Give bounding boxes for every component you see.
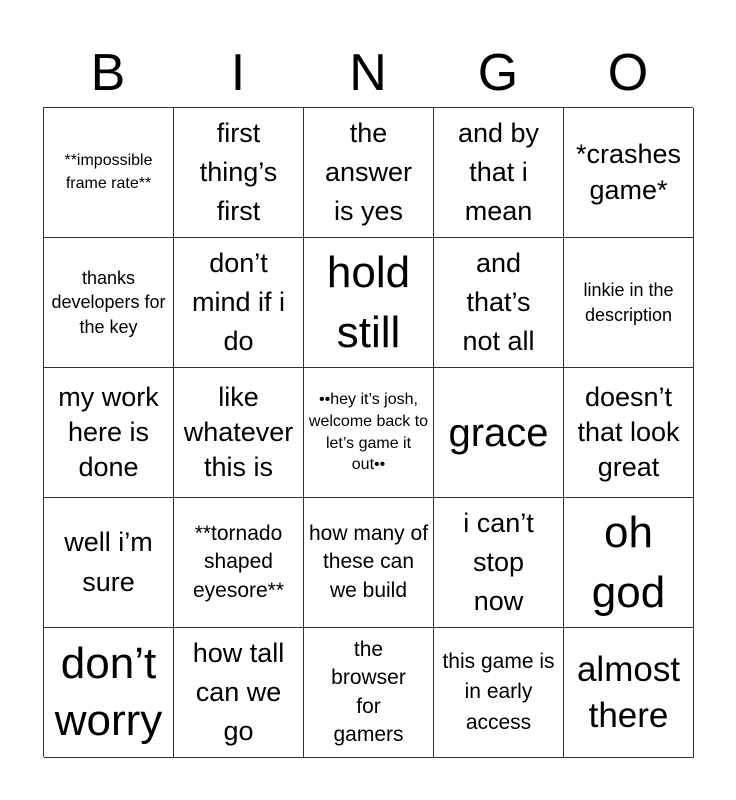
bingo-cell-4-2[interactable]: **tornado shaped eyesore** bbox=[174, 498, 304, 628]
bingo-cell-2-5[interactable]: linkie in the description bbox=[564, 238, 694, 368]
bingo-cell-3-4[interactable]: grace bbox=[434, 368, 564, 498]
bingo-cell-5-1[interactable]: don’t worry bbox=[44, 628, 174, 758]
bingo-cell-5-5[interactable]: almost there bbox=[564, 628, 694, 758]
bingo-cell-5-3[interactable]: the browser for gamers bbox=[304, 628, 434, 758]
header-letter-n: N bbox=[349, 44, 387, 102]
bingo-cell-1-2[interactable]: first thing’s first bbox=[174, 108, 304, 238]
header-letter-o: O bbox=[607, 44, 649, 102]
bingo-cell-4-1[interactable]: well i’m sure bbox=[44, 498, 174, 628]
bingo-cell-4-3[interactable]: how many of these can we build bbox=[304, 498, 434, 628]
bingo-cell-2-2[interactable]: don’t mind if i do bbox=[174, 238, 304, 368]
bingo-cell-5-2[interactable]: how tall can we go bbox=[174, 628, 304, 758]
bingo-cell-3-3[interactable]: ••hey it’s josh, welcome back to let’s game it out•• bbox=[304, 368, 434, 498]
bingo-cell-2-4[interactable]: and that’s not all bbox=[434, 238, 564, 368]
bingo-cell-1-1[interactable]: **impossible frame rate** bbox=[44, 108, 174, 238]
bingo-cell-1-3[interactable]: the answer is yes bbox=[304, 108, 434, 238]
bingo-cell-3-5[interactable]: doesn’t that look great bbox=[564, 368, 694, 498]
header-letter-g: G bbox=[477, 44, 519, 102]
bingo-cell-3-2[interactable]: like whatever this is bbox=[174, 368, 304, 498]
bingo-cell-3-1[interactable]: my work here is done bbox=[44, 368, 174, 498]
bingo-cell-1-4[interactable]: and by that i mean bbox=[434, 108, 564, 238]
bingo-cell-1-5[interactable]: *crashes game* bbox=[564, 108, 694, 238]
header-letter-i: I bbox=[230, 44, 246, 102]
bingo-cell-2-3[interactable]: hold still bbox=[304, 238, 434, 368]
bingo-cell-4-4[interactable]: i can’t stop now bbox=[434, 498, 564, 628]
bingo-cell-2-1[interactable]: thanks developers for the key bbox=[44, 238, 174, 368]
bingo-board bbox=[43, 107, 693, 757]
header-letter-b: B bbox=[90, 44, 126, 102]
bingo-header bbox=[43, 40, 693, 106]
bingo-cell-5-4[interactable]: this game is in early access bbox=[434, 628, 564, 758]
bingo-cell-4-5[interactable]: oh god bbox=[564, 498, 694, 628]
